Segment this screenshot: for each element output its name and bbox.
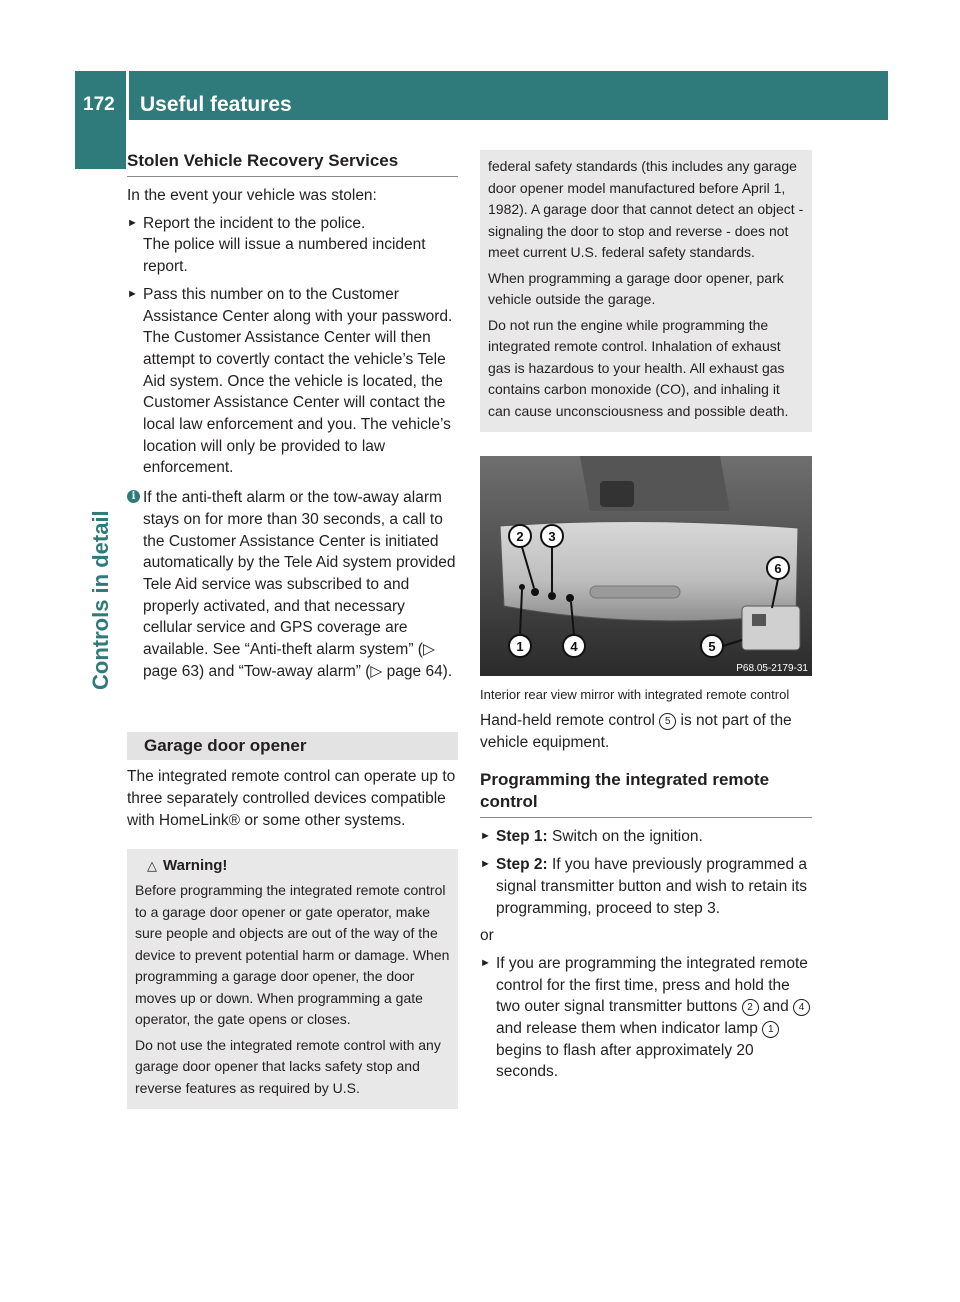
button-3	[548, 592, 556, 600]
page-number: 172	[83, 94, 115, 115]
button-2	[531, 588, 539, 596]
ref-number-2: 2	[742, 999, 759, 1016]
step-arrow-icon: ►	[480, 956, 491, 969]
hand-held-remote	[742, 606, 800, 650]
ref-number-4: 4	[793, 999, 810, 1016]
stolen-intro: In the event your vehicle was stolen:	[127, 187, 377, 204]
warning-cont-paragraph-2: When programming a garage door opener, park vehicle outside the garage.	[488, 269, 784, 307]
warning-continued-box	[480, 150, 812, 432]
garage-intro: The integrated remote control can operate up to three separately controlled devices compatible with HomeLink® or some other systems.	[127, 768, 456, 829]
step-arrow-icon: ►	[127, 287, 138, 300]
section-heading-programming: Programming the integrated remote control	[480, 769, 812, 818]
step-1-text: Switch on the ignition.	[552, 828, 703, 846]
warning-cont-paragraph-1: federal safety standards (this includes any garage door opener model manufactured before April 1, 1982). A garage door that cannot detect an object - signaling the door to stop and reverse - does not meet current U.S. federal safety standards.	[488, 158, 804, 260]
warning-title	[147, 855, 450, 877]
ref-number: 5	[659, 713, 676, 730]
stolen-step-2-text: Pass this number on to the Customer Assistance Center along with your password.	[143, 285, 453, 325]
step-3-text-a: If you are programming the integrated remote control for the first time, press and hold the two outer signal transmitter buttons	[496, 954, 808, 1016]
step-2-label: Step 2:	[496, 856, 548, 874]
warning-triangle-icon: △	[147, 857, 157, 873]
step-3-text-b: and release them when indicator lamp	[496, 1020, 758, 1038]
left-column	[127, 150, 458, 1109]
ref-number-1: 1	[762, 1021, 779, 1038]
handheld-text-1: Hand-held remote control	[480, 712, 655, 729]
info-note	[127, 487, 458, 682]
figure-caption: Interior rear view mirror with integrated remote control	[480, 687, 790, 702]
or-text: or	[480, 927, 494, 945]
program-step-1	[480, 826, 812, 848]
callout-label-1: 1	[516, 639, 524, 654]
warning-cont-paragraph-3: Do not run the engine while programming the integrated remote control. Inhalation of exhaust gas is hazardous to your health. All exhaust gas contains carbon monoxide (CO), and inhaling it can cause unconsciousness and possible death.	[488, 316, 789, 419]
stolen-step-2	[127, 284, 458, 479]
header-divider	[126, 71, 129, 120]
side-tab-label: Controls in detail	[88, 510, 113, 690]
mirror-illustration	[480, 456, 812, 676]
remote-button	[752, 614, 766, 626]
warning-title-text: Warning!	[163, 856, 228, 874]
indicator-strip	[590, 586, 680, 598]
callout-label-4: 4	[570, 639, 578, 654]
sos-button	[600, 481, 634, 507]
callout-label-6: 6	[774, 561, 782, 576]
side-tab-block	[75, 120, 126, 169]
section-heading-garage: Garage door opener	[127, 732, 458, 760]
button-4	[566, 594, 574, 602]
callout-label-3: 3	[548, 529, 556, 544]
stolen-step-1-detail: The police will issue a numbered incident report.	[143, 236, 426, 276]
program-step-3	[480, 953, 812, 1083]
step-2-text: If you have previously programmed a signal transmitter button and wish to retain its programming, proceed to step 3.	[496, 856, 808, 917]
step-1-label: Step 1:	[496, 828, 548, 846]
mirror-figure	[480, 456, 812, 676]
step-arrow-icon: ►	[480, 858, 491, 871]
page-title: Useful features	[140, 93, 292, 116]
indicator-lamp	[519, 584, 525, 590]
step-arrow-icon: ►	[480, 830, 491, 843]
handheld-text-2: is not part of the vehicle equipment.	[480, 712, 792, 751]
callout-label-5: 5	[708, 639, 716, 654]
step-arrow-icon: ►	[127, 216, 138, 229]
stolen-step-2-detail: The Customer Assistance Center will then attempt to covertly contact the vehicle’s Tele Aid system. Once the vehicle is located, the Customer Assistance Center will contact the local law enforcement and you. The vehicle’s location will only be provided to law enforcement.	[143, 329, 451, 477]
stolen-step-1-text: Report the incident to the police.	[143, 214, 366, 232]
warning-box	[127, 849, 458, 1110]
info-icon: i	[127, 490, 140, 503]
callout-label-2: 2	[516, 529, 524, 544]
warning-paragraph-2: Do not use the integrated remote control with any garage door opener that lacks safety stop and reverse features as required by U.S.	[135, 1036, 441, 1096]
warning-paragraph-1: Before programming the integrated remote control to a garage door opener or gate operator, make sure people and objects are out of the way of the device to prevent potential harm or damage. When programming a garage door opener, the door moves up or down. When programming a gate operator, the gate opens or closes.	[135, 882, 450, 1028]
section-heading-stolen: Stolen Vehicle Recovery Services	[127, 150, 458, 177]
program-step-2	[480, 854, 812, 919]
info-note-text: If the anti-theft alarm or the tow-away alarm stays on for more than 30 seconds, a call to the Customer Assistance Center is initiated automatically by the Tele Aid system provided Tele Aid service was subscribed to and properly activated, and that necessary cellular service and GPS coverage are available. See “Anti-theft alarm system” (▷ page 63) and “Tow-away alarm” (▷ page 64).	[143, 489, 456, 680]
step-3-text-c: begins to flash after approximately 20 seconds.	[496, 1041, 754, 1081]
figure-code: P68.05-2179-31	[736, 663, 808, 674]
step-3-and: and	[762, 998, 789, 1016]
stolen-step-1	[127, 213, 458, 278]
handheld-note	[480, 710, 812, 753]
right-column	[480, 150, 812, 1087]
